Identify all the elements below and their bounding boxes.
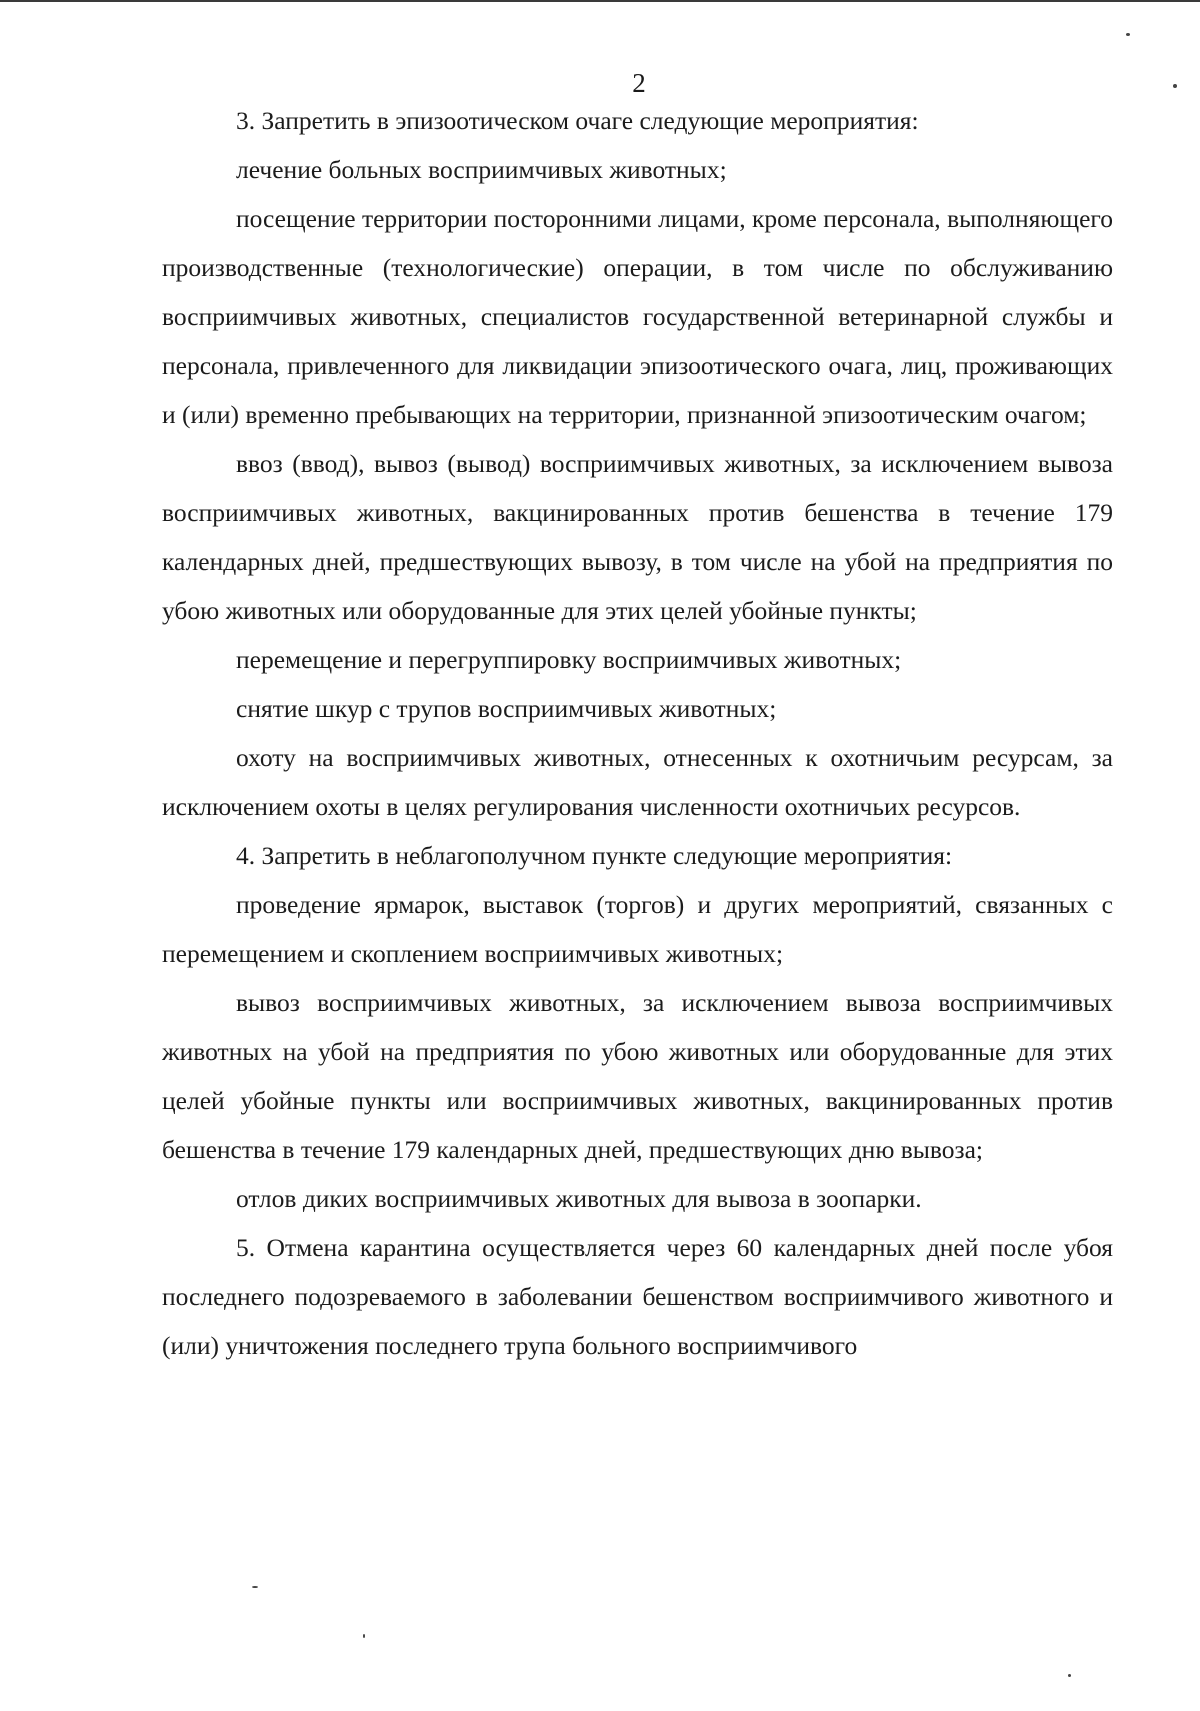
paragraph-import-export: ввоз (ввод), вывоз (вывод) восприимчивых животных, за исключением вывоза восприимчивых животных, вакцинированных против бешенства в течение 179 календарных дней, предшествующих вывозу, в том числе на убой на предприятия по убою животных или оборудованные для этих целей убойные пункты; <box>162 449 1113 625</box>
scan-speck <box>252 1586 258 1588</box>
page-number: 2 <box>632 68 646 98</box>
scan-speck <box>1173 84 1177 88</box>
scan-speck <box>1068 1674 1071 1677</box>
paragraph-fairs: проведение ярмарок, выставок (торгов) и других мероприятий, связанных с перемещением и скоплением восприимчивых животных; <box>162 890 1113 968</box>
paragraph-item-4-heading: 4. Запретить в неблагополучном пункте следующие мероприятия: <box>236 841 953 870</box>
paragraph-export: вывоз восприимчивых животных, за исключением вывоза восприимчивых животных на убой на предприятия по убою животных или оборудованные для этих целей убойные пункты или восприимчивых животных, вакцинированных против бешенства в течение 179 календарных дней, предшествующих дню вывоза; <box>162 988 1113 1164</box>
paragraph-hunting: охоту на восприимчивых животных, отнесенных к охотничьим ресурсам, за исключением охоты в целях регулирования численности охотничьих ресурсов. <box>162 743 1113 821</box>
paragraph-item-3-heading: 3. Запретить в эпизоотическом очаге следующие мероприятия: <box>236 106 919 135</box>
scan-speck <box>1126 33 1130 36</box>
paragraph-relocation: перемещение и перегруппировку восприимчивых животных; <box>236 645 902 674</box>
paragraph-skinning: снятие шкур с трупов восприимчивых животных; <box>236 694 777 723</box>
paragraph-capture: отлов диких восприимчивых животных для вывоза в зоопарки. <box>236 1184 922 1213</box>
document-body <box>162 96 1113 1370</box>
paragraph-treatment: лечение больных восприимчивых животных; <box>236 155 727 184</box>
paragraph-item-5-quarantine: 5. Отмена карантина осуществляется через 60 календарных дней после убоя последнего подозреваемого в заболевании бешенством восприимчивого животного и (или) уничтожения последнего трупа больного восприимчивого <box>162 1233 1113 1360</box>
scan-top-edge <box>0 0 1200 2</box>
scan-speck <box>363 1634 365 1638</box>
paragraph-visiting: посещение территории посторонними лицами, кроме персонала, выполняющего производственные (технологические) операции, в том числе по обслуживанию восприимчивых животных, специалистов государственной ветеринарной службы и персонала, привлеченного для ликвидации эпизоотического очага, лиц, проживающих и (или) временно пребывающих на территории, признанной эпизоотическим очагом; <box>162 204 1113 429</box>
